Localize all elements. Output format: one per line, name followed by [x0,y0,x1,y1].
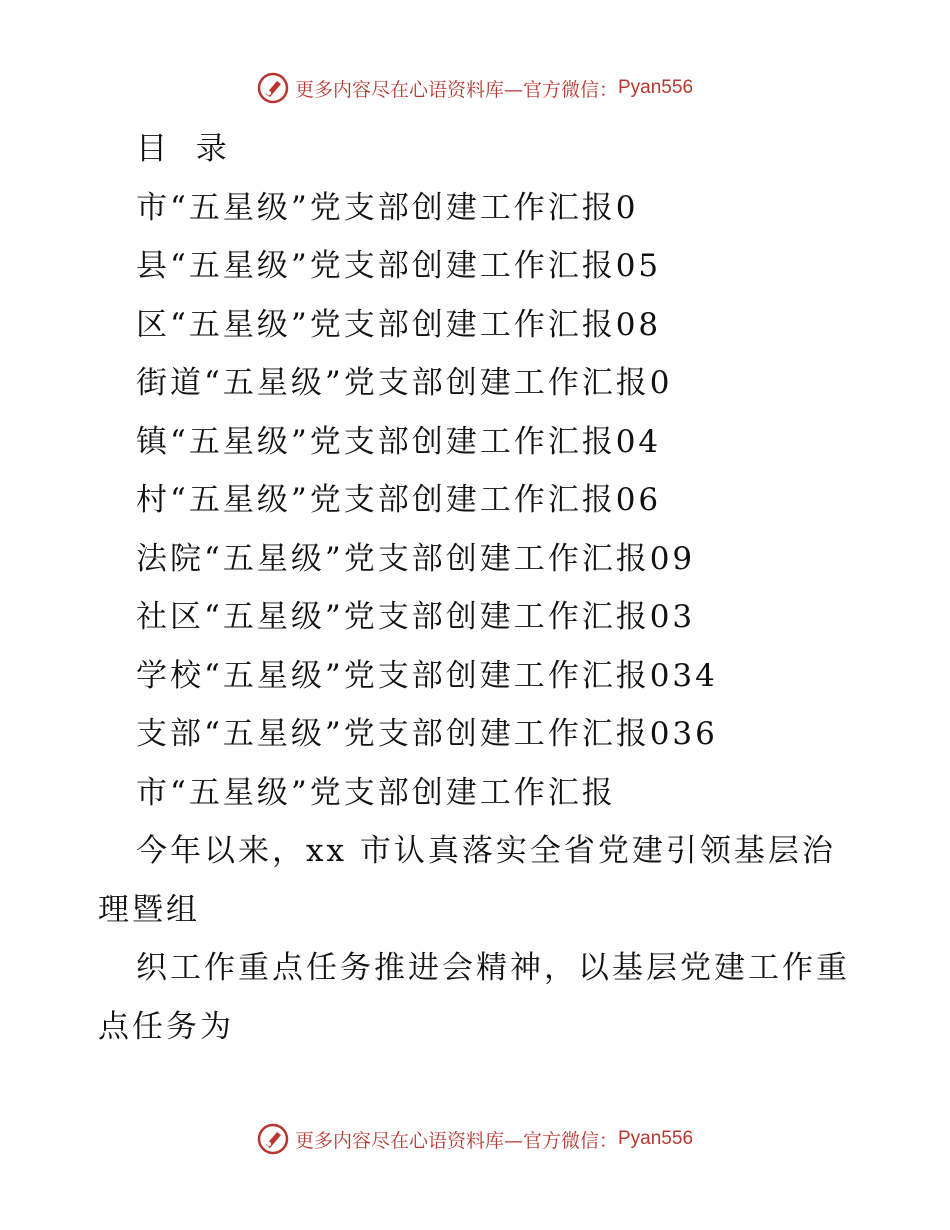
toc-item: 法院“五星级”党支部创建工作汇报09 [136,540,696,577]
toc-item: 支部“五星级”党支部创建工作汇报036 [136,716,718,752]
banner-text: 更多内容尽在心语资料库—官方微信： [294,1129,618,1152]
header-banner [0,72,950,104]
banner-wechat-id: Pyan556 [618,77,694,98]
toc-item: 市“五星级”党支部创建工作汇报0 [136,189,639,226]
paragraph-line: 点任务为 [98,1008,234,1045]
toc-item: 社区“五星级”党支部创建工作汇报03 [136,599,696,635]
document-body [98,120,868,1056]
paragraph-line: 今年以来，xx 市认真落实全省党建引领基层治 [136,833,836,869]
toc-item: 村“五星级”党支部创建工作汇报06 [136,482,662,518]
toc-heading: 目 录 [136,131,230,167]
footer-banner [0,1123,950,1155]
toc-item: 街道“五星级”党支部创建工作汇报0 [136,365,673,401]
paragraph-line: 理暨组 [98,891,200,928]
pen-logo-icon [257,1123,289,1155]
banner-text: 更多内容尽在心语资料库—官方微信： [294,78,618,101]
banner-wechat-id: Pyan556 [618,1128,694,1149]
toc-item: 区“五星级”党支部创建工作汇报08 [136,306,662,343]
toc-item: 学校“五星级”党支部创建工作汇报034 [136,657,718,694]
toc-item: 县“五星级”党支部创建工作汇报05 [136,248,662,284]
section-title: 市“五星级”党支部创建工作汇报 [136,774,616,811]
paragraph-line: 织工作重点任务推进会精神，以基层党建工作重 [136,950,850,986]
pen-logo-icon [257,72,289,104]
toc-item: 镇“五星级”党支部创建工作汇报04 [136,423,662,460]
